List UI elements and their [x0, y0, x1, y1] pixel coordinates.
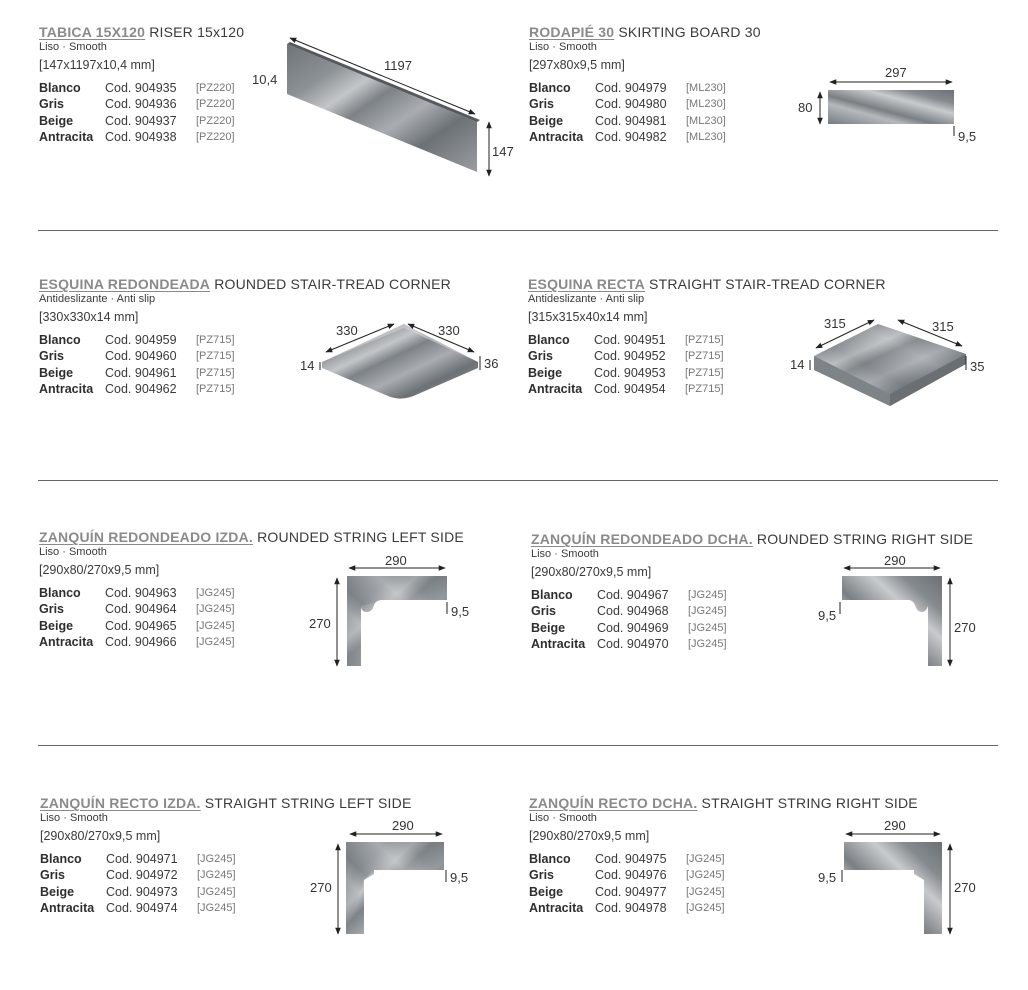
code-row: [529, 867, 725, 883]
color-name: Antracita: [39, 129, 94, 144]
reference-code: [JG245]: [688, 621, 727, 634]
product-code: Cod. 904953: [594, 365, 666, 380]
dimensions-label: [297x80x9,5 mm]: [529, 58, 625, 72]
code-row: [39, 96, 235, 112]
reference-code: [PZ715]: [685, 334, 724, 346]
measure-label: 270: [310, 880, 332, 895]
color-name: Beige: [529, 113, 564, 128]
section-divider: [38, 480, 998, 481]
measure-label: 315: [824, 316, 846, 331]
product-code: Cod. 904938: [105, 129, 177, 144]
code-row: [529, 80, 726, 96]
codes-table: [39, 80, 235, 145]
finish-label: Liso · Smooth: [529, 812, 597, 824]
reference-code: [ML230]: [686, 82, 726, 94]
product-code: Cod. 904965: [105, 618, 177, 633]
reference-code: [JG245]: [196, 587, 235, 599]
finish-label: Liso · Smooth: [39, 41, 107, 53]
reference-code: [PZ220]: [196, 82, 235, 94]
color-name: Blanco: [39, 586, 81, 600]
color-name: Gris: [529, 868, 555, 883]
color-name: Antracita: [529, 900, 584, 915]
title-english: ROUNDED STAIR-TREAD CORNER: [214, 276, 451, 292]
code-row: [39, 365, 235, 381]
dimensions-label: [290x80/270x9,5 mm]: [40, 829, 161, 843]
finish-label: Liso · Smooth: [40, 812, 108, 824]
title-spanish: ESQUINA REDONDEADA: [39, 276, 211, 292]
color-name: Gris: [531, 604, 557, 619]
dimensions-label: [290x80/270x9,5 mm]: [531, 565, 652, 579]
product-title: [529, 795, 918, 811]
codes-table: [40, 851, 236, 916]
measure-label: 330: [438, 323, 460, 338]
product-code: Cod. 904978: [595, 900, 667, 915]
reference-code: [JG245]: [686, 885, 725, 898]
code-row: [39, 601, 235, 617]
measure-label: 290: [884, 553, 906, 568]
code-row: [531, 603, 727, 619]
reference-code: [JG245]: [196, 635, 235, 648]
reference-code: [PZ220]: [196, 114, 235, 127]
code-row: [531, 620, 727, 636]
code-row: [39, 348, 235, 364]
color-name: Blanco: [39, 81, 81, 95]
product-code: Cod. 904979: [595, 81, 667, 95]
code-row: [528, 381, 724, 397]
color-name: Gris: [39, 97, 65, 112]
color-name: Antracita: [529, 129, 584, 144]
product-code: Cod. 904968: [597, 604, 669, 619]
color-name: Blanco: [40, 852, 82, 866]
title-spanish: ZANQUÍN REDONDEADO DCHA.: [531, 531, 753, 547]
codes-table: [531, 587, 727, 652]
measure-label: 315: [932, 319, 954, 334]
product-title: [529, 24, 761, 40]
color-name: Blanco: [39, 333, 81, 347]
code-row: [40, 867, 236, 883]
color-name: Blanco: [529, 852, 571, 866]
section-divider: [38, 745, 998, 746]
measure-label: 270: [954, 620, 976, 635]
product-code: Cod. 904954: [594, 381, 666, 396]
product-code: Cod. 904964: [105, 602, 177, 617]
codes-table: [529, 851, 725, 916]
code-row: [529, 96, 726, 112]
string-tile: [842, 576, 942, 666]
rounded-corner-diagram: [298, 318, 508, 408]
reference-code: [PZ715]: [196, 350, 235, 363]
color-name: Antracita: [531, 636, 586, 651]
straight-string-right-diagram: [812, 818, 997, 943]
product-code: Cod. 904967: [597, 588, 669, 602]
code-row: [529, 851, 725, 867]
code-row: [39, 618, 235, 634]
skirting-diagram: [796, 62, 986, 152]
product-code: Cod. 904981: [595, 113, 667, 128]
color-name: Beige: [40, 884, 75, 899]
measure-label: 10,4: [252, 72, 278, 87]
reference-code: [JG245]: [197, 901, 236, 914]
reference-code: [ML230]: [686, 130, 726, 143]
code-row: [528, 365, 724, 381]
codes-table: [529, 80, 726, 145]
reference-code: [JG245]: [688, 605, 727, 618]
measure-label: 1197: [384, 58, 412, 73]
reference-code: [PZ715]: [196, 382, 235, 395]
product-title: [528, 276, 886, 292]
code-row: [39, 80, 235, 96]
product-code: Cod. 904974: [106, 900, 178, 915]
title-english: STRAIGHT STAIR-TREAD CORNER: [649, 276, 886, 292]
code-row: [531, 587, 727, 603]
code-row: [529, 129, 726, 145]
finish-label: Liso · Smooth: [531, 548, 599, 560]
reference-code: [JG245]: [688, 637, 727, 650]
measure-label: 147: [492, 144, 514, 159]
title-spanish: ZANQUÍN REDONDEADO IZDA.: [39, 529, 254, 545]
product-code: Cod. 904973: [106, 884, 178, 899]
color-name: Gris: [39, 349, 65, 364]
measure-label: 297: [885, 65, 907, 80]
dimensions-label: [147x1197x10,4 mm]: [39, 58, 155, 72]
product-code: Cod. 904982: [595, 129, 667, 144]
rounded-string-left-diagram: [305, 550, 485, 675]
title-spanish: ZANQUÍN RECTO IZDA.: [40, 795, 201, 811]
straight-string-left-diagram: [308, 818, 488, 943]
measure-label: 270: [954, 880, 976, 895]
color-name: Gris: [39, 602, 65, 617]
code-row: [39, 585, 235, 601]
code-row: [529, 113, 726, 129]
code-row: [528, 332, 724, 348]
color-name: Gris: [529, 97, 555, 112]
riser-diagram: [250, 30, 520, 190]
reference-code: [ML230]: [686, 114, 726, 127]
string-tile: [844, 842, 942, 934]
reference-code: [JG245]: [196, 619, 235, 632]
product-skirting-board: [529, 24, 761, 145]
color-name: Beige: [529, 884, 564, 899]
reference-code: [PZ715]: [685, 366, 724, 379]
product-code: Cod. 904975: [595, 852, 667, 866]
code-row: [39, 332, 235, 348]
code-row: [40, 851, 236, 867]
product-code: Cod. 904952: [594, 349, 666, 364]
color-name: Gris: [528, 349, 554, 364]
reference-code: [ML230]: [686, 98, 726, 111]
color-name: Gris: [40, 868, 66, 883]
title-spanish: RODAPIÉ 30: [529, 24, 615, 40]
code-row: [40, 900, 236, 916]
color-name: Beige: [39, 113, 74, 128]
color-name: Antracita: [39, 634, 94, 649]
product-code: Cod. 904972: [106, 868, 178, 883]
product-code: Cod. 904960: [105, 349, 177, 364]
measure-label: 330: [336, 323, 358, 338]
product-code: Cod. 904969: [597, 620, 669, 635]
measure-label: 290: [385, 553, 407, 568]
reference-code: [PZ220]: [196, 130, 235, 143]
product-code: Cod. 904951: [594, 333, 666, 347]
code-row: [529, 884, 725, 900]
finish-label: Liso · Smooth: [529, 41, 597, 53]
measure-label: 270: [309, 616, 331, 631]
reference-code: [PZ220]: [196, 98, 235, 111]
codes-table: [528, 332, 724, 397]
title-english: ROUNDED STRING LEFT SIDE: [257, 529, 464, 545]
measure-label: 80: [798, 100, 813, 115]
finish-label: Liso · Smooth: [39, 546, 107, 558]
title-english: SKIRTING BOARD 30: [618, 24, 761, 40]
product-code: Cod. 904976: [595, 868, 667, 883]
measure-label: 9,5: [958, 129, 977, 144]
title-english: ROUNDED STRING RIGHT SIDE: [756, 531, 974, 547]
reference-code: [JG245]: [197, 853, 236, 865]
reference-code: [JG245]: [196, 603, 235, 616]
code-row: [39, 381, 235, 397]
measure-label: 290: [884, 818, 906, 833]
measure-label: 35: [970, 359, 985, 374]
dimensions-label: [330x330x14 mm]: [39, 310, 139, 324]
color-name: Beige: [528, 365, 563, 380]
color-name: Antracita: [528, 381, 583, 396]
title-spanish: ZANQUÍN RECTO DCHA.: [529, 795, 698, 811]
product-code: Cod. 904980: [595, 97, 667, 112]
reference-code: [JG245]: [686, 869, 725, 882]
code-row: [40, 884, 236, 900]
measure-label: 9,5: [818, 608, 837, 623]
color-name: Beige: [531, 620, 566, 635]
finish-label: Antideslizante · Anti slip: [528, 293, 645, 305]
codes-table: [39, 332, 235, 397]
code-row: [528, 348, 724, 364]
title-english: STRAIGHT STRING LEFT SIDE: [204, 795, 412, 811]
code-row: [531, 636, 727, 652]
color-name: Antracita: [39, 381, 94, 396]
title-english: RISER 15x120: [149, 24, 245, 40]
product-code: Cod. 904971: [106, 852, 178, 866]
reference-code: [PZ715]: [196, 366, 235, 379]
title-spanish: ESQUINA RECTA: [528, 276, 645, 292]
skirting-tile: [828, 90, 954, 124]
reference-code: [PZ715]: [196, 334, 235, 346]
codes-table: [39, 585, 235, 650]
reference-code: [JG245]: [197, 869, 236, 882]
product-riser: [39, 24, 244, 145]
product-title: [39, 529, 464, 545]
product-code: Cod. 904937: [105, 113, 177, 128]
color-name: Beige: [39, 618, 74, 633]
color-name: Antracita: [40, 900, 95, 915]
code-row: [39, 129, 235, 145]
product-code: Cod. 904961: [105, 365, 177, 380]
product-title: [39, 24, 244, 40]
color-name: Blanco: [528, 333, 570, 347]
measure-label: 14: [790, 357, 805, 372]
title-spanish: TABICA 15X120: [39, 24, 146, 40]
color-name: Beige: [39, 365, 74, 380]
reference-code: [JG245]: [686, 853, 725, 865]
straight-corner-diagram: [790, 316, 1000, 416]
title-english: STRAIGHT STRING RIGHT SIDE: [701, 795, 918, 811]
product-code: Cod. 904970: [597, 636, 669, 651]
product-code: Cod. 904966: [105, 634, 177, 649]
reference-code: [JG245]: [688, 589, 727, 601]
product-code: Cod. 904959: [105, 333, 177, 347]
product-title: [39, 276, 451, 292]
dimensions-label: [290x80/270x9,5 mm]: [39, 563, 160, 577]
code-row: [39, 634, 235, 650]
reference-code: [JG245]: [686, 901, 725, 914]
dimensions-label: [315x315x40x14 mm]: [528, 310, 648, 324]
code-row: [529, 900, 725, 916]
measure-label: 9,5: [818, 870, 837, 885]
reference-code: [JG245]: [197, 885, 236, 898]
product-code: Cod. 904936: [105, 97, 177, 112]
code-row: [39, 113, 235, 129]
rounded-string-right-diagram: [808, 550, 993, 675]
reference-code: [PZ715]: [685, 350, 724, 363]
product-code: Cod. 904977: [595, 884, 667, 899]
section-divider: [38, 230, 998, 231]
measure-label: 9,5: [451, 604, 470, 619]
product-code: Cod. 904935: [105, 81, 177, 95]
color-name: Blanco: [529, 81, 571, 95]
product-title: [531, 531, 973, 547]
measure-label: 14: [300, 358, 315, 373]
product-title: [40, 795, 412, 811]
reference-code: [PZ715]: [685, 382, 724, 395]
dimensions-label: [290x80/270x9,5 mm]: [529, 829, 650, 843]
measure-label: 36: [484, 356, 499, 371]
measure-label: 290: [392, 818, 414, 833]
finish-label: Antideslizante · Anti slip: [39, 293, 156, 305]
color-name: Blanco: [531, 588, 573, 602]
product-code: Cod. 904962: [105, 381, 177, 396]
measure-label: 9,5: [450, 870, 469, 885]
product-code: Cod. 904963: [105, 586, 177, 600]
